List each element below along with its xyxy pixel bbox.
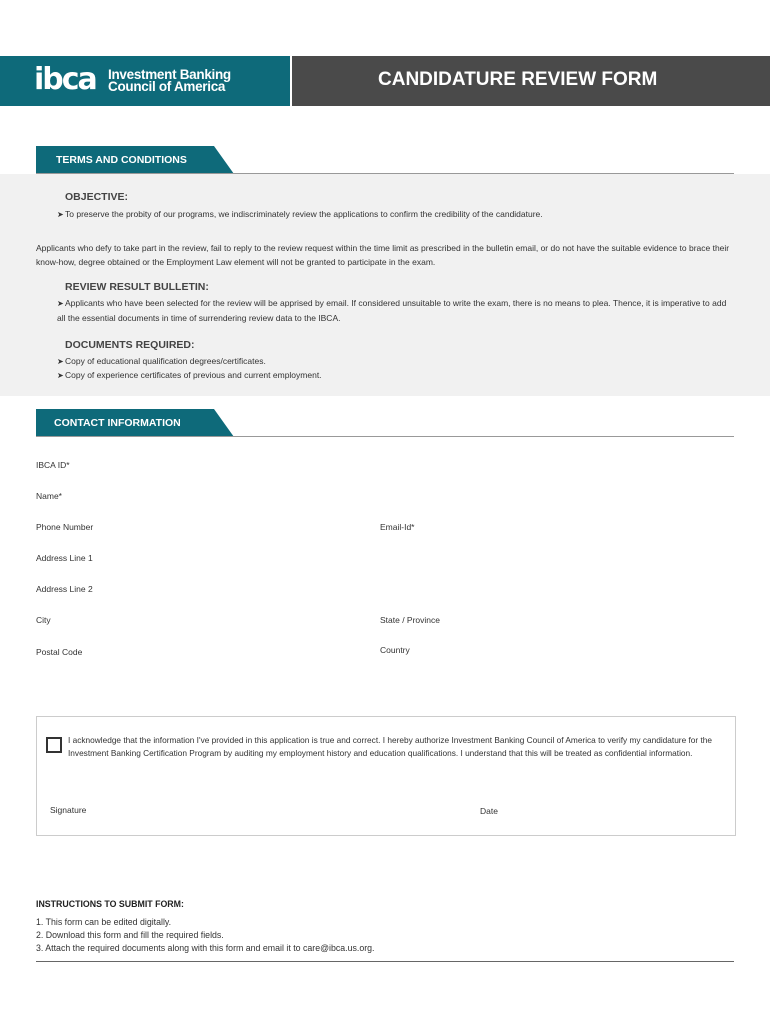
- page-header: [0, 56, 770, 106]
- logo-text: [108, 69, 231, 93]
- logo-line-1: Investment Banking: [108, 67, 231, 82]
- chevron-right-icon: ➤: [57, 210, 64, 219]
- page-title: CANDIDATURE REVIEW FORM: [378, 69, 658, 90]
- bulletin-item: [57, 296, 734, 325]
- logo-mark: ibca: [34, 62, 96, 97]
- documents-heading: DOCUMENTS REQUIRED:: [65, 339, 195, 351]
- signature-field[interactable]: Signature: [50, 805, 87, 815]
- name-field[interactable]: Name*: [36, 491, 62, 501]
- documents-item: [57, 354, 734, 369]
- bulletin-heading: REVIEW RESULT BULLETIN:: [65, 281, 209, 293]
- state-field[interactable]: State / Province: [380, 615, 441, 625]
- date-field[interactable]: Date: [480, 806, 498, 816]
- instructions-title: INSTRUCTIONS TO SUBMIT FORM:: [36, 899, 184, 909]
- instruction-item: 2. Download this form and fill the required fields.: [36, 930, 224, 940]
- ibca-id-field[interactable]: IBCA ID*: [36, 460, 70, 470]
- phone-field[interactable]: Phone Number: [36, 522, 94, 532]
- tab-terms-and-conditions: [36, 146, 214, 174]
- title-bar: [292, 56, 770, 106]
- instruction-item: 1. This form can be edited digitally.: [36, 917, 172, 927]
- tab-arrow-shape: [214, 409, 234, 437]
- acknowledgement-box: [36, 716, 736, 836]
- documents-item: [57, 368, 734, 383]
- divider: [36, 173, 734, 174]
- tab-label: CONTACT INFORMATION: [54, 417, 181, 429]
- chevron-right-icon: ➤: [57, 357, 64, 366]
- logo: [0, 56, 290, 106]
- acknowledgement-text: I acknowledge that the information I've provided in this application is true and correct. I hereby authorize Investment Banking Council of America to verify my candidature for the Investment Banking Certification Program by auditing my employment history and education qualifications. I understand that this will be treated as confidential information.: [68, 735, 713, 758]
- postal-code-field[interactable]: Postal Code: [36, 647, 83, 657]
- logo-line-2: Council of America: [108, 79, 226, 94]
- documents-item-text: Copy of experience certificates of previous and current employment.: [65, 370, 322, 380]
- tab-arrow-shape: [214, 146, 234, 174]
- address-line-2-field[interactable]: Address Line 2: [36, 584, 93, 594]
- objective-item-text: To preserve the probity of our programs, we indiscriminately review the applications to confirm the credibility of the candidature.: [65, 209, 543, 219]
- tab-label: TERMS AND CONDITIONS: [56, 154, 187, 166]
- terms-paragraph: Applicants who defy to take part in the review, fail to reply to the review request within the time limit as prescribed in the bulletin email, or do not have the suitable evidence to brace their know-how, degree obtained or the Employment Law element will not be granted to participate in the exam.: [36, 243, 730, 267]
- objective-item: [57, 207, 734, 222]
- divider: [36, 436, 734, 437]
- city-field[interactable]: City: [36, 615, 51, 625]
- documents-item-text: Copy of educational qualification degrees/certificates.: [65, 356, 266, 366]
- chevron-right-icon: ➤: [57, 299, 64, 308]
- bulletin-item-text: Applicants who have been selected for the review will be apprised by email. If considered unsuitable to write the exam, there is no means to plea. Thence, it is imperative to add all the essential documents in time of surrendering review data to the IBCA.: [57, 298, 727, 323]
- acknowledge-checkbox[interactable]: [46, 737, 62, 753]
- address-line-1-field[interactable]: Address Line 1: [36, 553, 93, 563]
- divider: [36, 961, 734, 962]
- tab-contact-information: [36, 409, 214, 437]
- instruction-item: 3. Attach the required documents along with this form and email it to care@ibca.us.org.: [36, 943, 375, 953]
- email-field[interactable]: Email-Id*: [380, 522, 415, 532]
- country-field[interactable]: Country: [380, 645, 410, 655]
- chevron-right-icon: ➤: [57, 371, 64, 380]
- objective-heading: OBJECTIVE:: [65, 191, 129, 203]
